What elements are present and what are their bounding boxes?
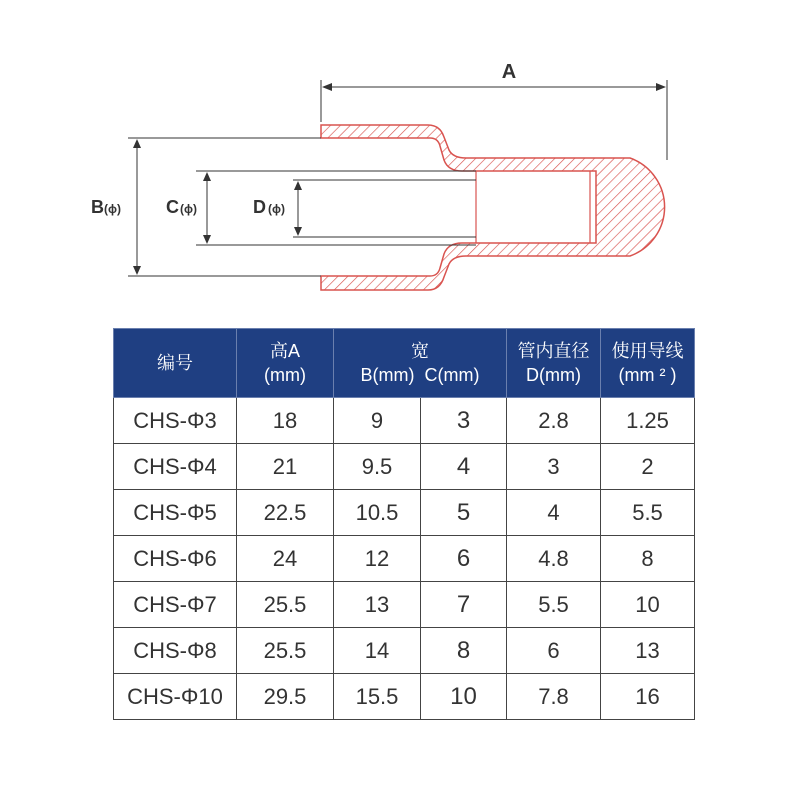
header-height: 高A (mm) [237,329,334,398]
cell-pipe-d: 5.5 [507,582,601,628]
cell-width-b: 10.5 [334,490,421,536]
label-a: A [501,61,517,83]
table-header-row [114,329,695,398]
label-d-sub: (ϕ) [268,202,285,216]
cell-height-a: 24 [237,536,334,582]
cell-code: CHS-Φ5 [114,490,237,536]
cell-width-c: 6 [421,536,507,582]
spec-table [113,328,695,720]
table-row [114,536,695,582]
cell-code: CHS-Φ8 [114,628,237,674]
cell-wire: 5.5 [601,490,695,536]
cell-width-c: 10 [421,674,507,720]
cell-code: CHS-Φ10 [114,674,237,720]
cell-width-c: 4 [421,444,507,490]
dimension-a [321,61,667,160]
table-row [114,444,695,490]
cell-code: CHS-Φ7 [114,582,237,628]
cell-code: CHS-Φ3 [114,398,237,444]
cell-height-a: 18 [237,398,334,444]
cell-pipe-d: 3 [507,444,601,490]
header-width: 宽 B(mm) C(mm) [334,329,507,398]
dimension-d [253,180,476,237]
cell-width-b: 9 [334,398,421,444]
cell-wire: 8 [601,536,695,582]
connector-diagram [0,0,800,320]
cell-pipe-d: 4.8 [507,536,601,582]
cell-height-a: 21 [237,444,334,490]
label-b: B [91,197,104,217]
cell-width-b: 13 [334,582,421,628]
cell-height-a: 29.5 [237,674,334,720]
header-wire: 使用导线 (mm ² ) [601,329,695,398]
dimension-b [91,138,321,276]
cell-width-c: 8 [421,628,507,674]
cell-wire: 16 [601,674,695,720]
cell-pipe-d: 2.8 [507,398,601,444]
cell-height-a: 25.5 [237,582,334,628]
cell-width-b: 15.5 [334,674,421,720]
label-b-sub: (ϕ) [104,202,121,216]
cell-code: CHS-Φ4 [114,444,237,490]
cell-height-a: 22.5 [237,490,334,536]
connector-wall [321,125,665,290]
cell-pipe-d: 6 [507,628,601,674]
cell-wire: 13 [601,628,695,674]
header-code: 编号 [114,329,237,398]
cell-width-b: 14 [334,628,421,674]
header-pipe-diameter: 管内直径 D(mm) [507,329,601,398]
cell-width-c: 5 [421,490,507,536]
cell-pipe-d: 4 [507,490,601,536]
cell-pipe-d: 7.8 [507,674,601,720]
table-row [114,628,695,674]
dimension-c [166,171,476,245]
table-row [114,674,695,720]
cell-code: CHS-Φ6 [114,536,237,582]
table-row [114,582,695,628]
label-d: D [253,197,266,217]
cell-wire: 1.25 [601,398,695,444]
connector-body [321,125,665,290]
cell-wire: 10 [601,582,695,628]
cell-width-b: 9.5 [334,444,421,490]
cell-width-b: 12 [334,536,421,582]
cell-height-a: 25.5 [237,628,334,674]
table-row [114,398,695,444]
label-c: C [166,197,179,217]
cell-wire: 2 [601,444,695,490]
cell-width-c: 3 [421,398,507,444]
label-c-sub: (ϕ) [180,202,197,216]
cell-width-c: 7 [421,582,507,628]
table-row [114,490,695,536]
